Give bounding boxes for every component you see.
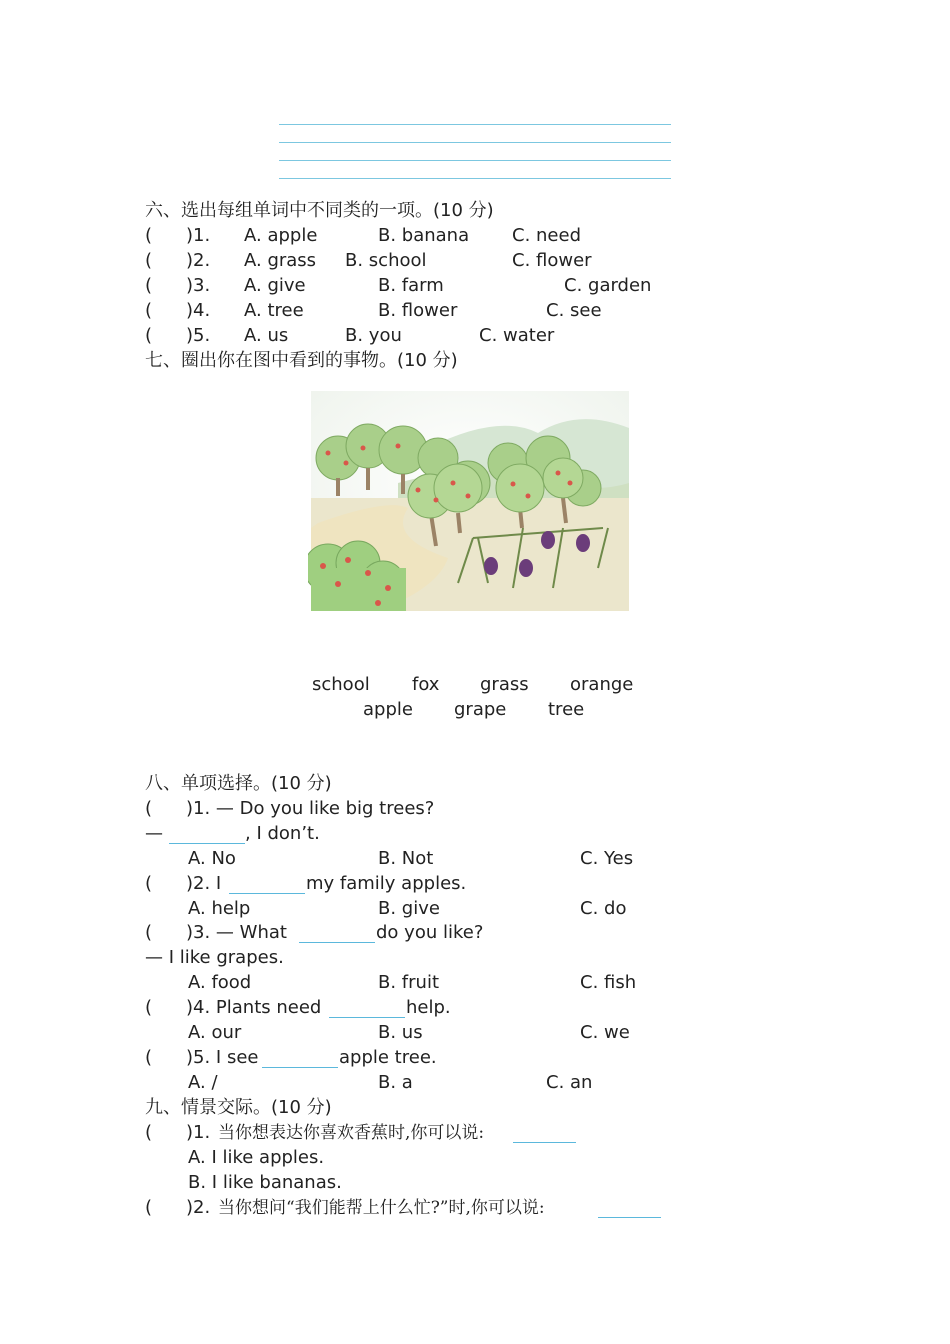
option-c: C. flower [512,250,592,271]
q4-stem-end: help. [406,997,451,1018]
q3-stem-end: do you like? [376,922,484,943]
q3-option-a: A. food [188,972,252,993]
word-grass[interactable]: grass [480,674,529,695]
q5-option-b: B. a [378,1072,413,1093]
option-b: B. you [345,325,402,346]
q2-blank[interactable] [229,875,305,894]
q1-stem: )1. — Do you like big trees? [186,798,435,819]
answer-paren: ( [145,250,153,271]
q3-answer-line: — I like grapes. [145,947,284,968]
q5-stem-end: apple tree. [339,1047,437,1068]
word-orange[interactable]: orange [570,674,634,695]
option-a: A. give [244,275,306,296]
option-b: B. banana [378,225,470,246]
orchard-illustration [308,388,632,614]
s9-q1-option-b: B. I like bananas. [188,1172,342,1193]
q5-option-c: C. an [546,1072,593,1093]
q2-stem: )2. I [186,873,222,894]
q1-option-c: C. Yes [580,848,634,869]
writing-line-2 [279,142,671,143]
q5-stem: )5. I see [186,1047,259,1068]
q4-stem: )4. Plants need [186,997,322,1018]
answer-paren: ( [145,1122,153,1143]
section-6-title: 六、选出每组单词中不同类的一项。(10 分) [145,200,494,221]
q2-option-a: A. help [188,898,251,919]
answer-paren: ( [145,325,153,346]
q1-option-a: A. No [188,848,236,869]
q4-option-b: B. us [378,1022,423,1043]
s9-q1-number: )1. [186,1122,211,1143]
q1-line2: , I don’t. [245,823,320,844]
item-number: )5. [186,325,211,346]
answer-paren: ( [145,997,153,1018]
s9-q1-option-a: A. I like apples. [188,1147,325,1168]
writing-line-3 [279,160,671,161]
word-apple[interactable]: apple [363,699,413,720]
word-fox[interactable]: fox [412,674,440,695]
s9-q2-number: )2. [186,1197,211,1218]
item-number: )1. [186,225,211,246]
answer-paren: ( [145,1197,153,1218]
answer-paren: ( [145,922,153,943]
s9-q2-prompt: 当你想问“我们能帮上什么忙?”时,你可以说: [218,1198,545,1218]
q2-option-c: C. do [580,898,627,919]
q4-option-c: C. we [580,1022,630,1043]
q1-option-b: B. Not [378,848,434,869]
word-grape[interactable]: grape [454,699,507,720]
word-school[interactable]: school [312,674,370,695]
s9-q1-prompt: 当你想表达你喜欢香蕉时,你可以说: [218,1123,485,1143]
option-a: A. us [244,325,289,346]
q5-option-a: A. / [188,1072,218,1093]
section-7-title: 七、圈出你在图中看到的事物。(10 分) [145,350,458,371]
section-8-title: 八、单项选择。(10 分) [145,773,332,794]
q3-option-c: C. fish [580,972,637,993]
q4-option-a: A. our [188,1022,242,1043]
option-a: A. tree [244,300,304,321]
section-9-title: 九、情景交际。(10 分) [145,1097,332,1118]
item-number: )2. [186,250,211,271]
s9-q2-blank[interactable] [598,1199,661,1218]
word-tree[interactable]: tree [548,699,585,720]
q5-blank[interactable] [262,1049,338,1068]
q2-option-b: B. give [378,898,440,919]
q1-dash: — [145,823,163,844]
writing-line-1 [279,124,671,125]
option-c: C. water [479,325,555,346]
option-b: B. school [345,250,427,271]
option-a: A. grass [244,250,317,271]
writing-line-4 [279,178,671,179]
answer-paren: ( [145,275,153,296]
option-b: B. farm [378,275,444,296]
option-a: A. apple [244,225,318,246]
q1-blank[interactable] [169,825,245,844]
q3-blank[interactable] [299,924,375,943]
option-c: C. see [546,300,602,321]
q3-stem: )3. — What [186,922,287,943]
item-number: )4. [186,300,211,321]
option-c: C. garden [564,275,652,296]
q3-option-b: B. fruit [378,972,439,993]
option-c: C. need [512,225,581,246]
q4-blank[interactable] [329,999,405,1018]
q2-stem-end: my family apples. [306,873,467,894]
item-number: )3. [186,275,211,296]
answer-paren: ( [145,798,153,819]
option-b: B. flower [378,300,458,321]
answer-paren: ( [145,225,153,246]
answer-paren: ( [145,1047,153,1068]
s9-q1-blank[interactable] [513,1124,576,1143]
answer-paren: ( [145,300,153,321]
answer-paren: ( [145,873,153,894]
